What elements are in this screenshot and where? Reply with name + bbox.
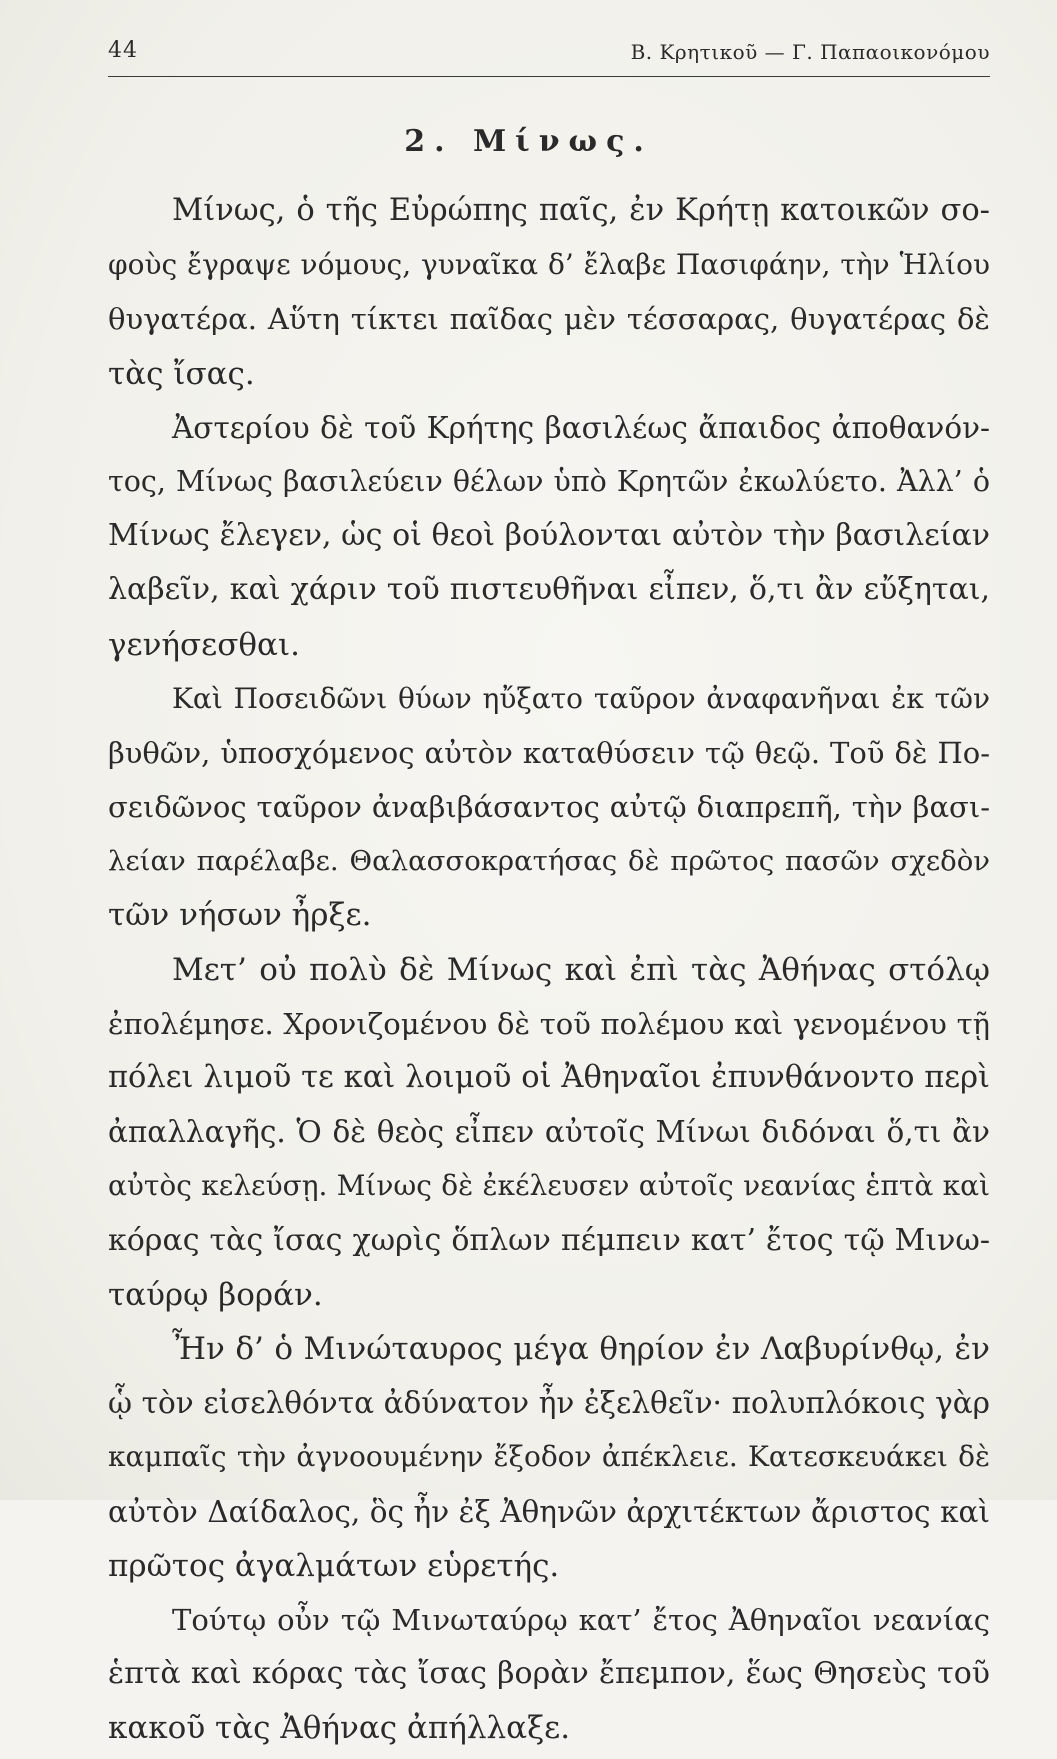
text-line: τὰς ἴσας. [108,355,255,392]
text-line: πόλει λιμοῦ τε καὶ λοιμοῦ οἱ Ἀθηναῖοι ἐπυνθάνοντο περὶ [108,1060,990,1095]
paragraph [108,1326,990,1597]
text-line: λαβεῖν, καὶ χάριν τοῦ πιστευθῆναι εἶπεν, ὅ,τι ἂν εὔξηται, [108,572,990,608]
paragraph [108,1597,990,1759]
text-line: Ἦν δ’ ὁ Μινώταυρος μέγα θηρίον ἐν Λαβυρίνθῳ, ἐν [172,1330,990,1367]
text-line: λείαν παρέλαβε. Θαλασσοκρατήσας δὲ πρῶτος πασῶν σχεδὸν [108,845,990,878]
page-header [108,38,990,68]
text-line: ᾧ τὸν εἰσελθόντα ἀδύνατον ἦν ἐξελθεῖν· πολυπλόκοις γὰρ [108,1386,990,1421]
text-line: πρῶτος ἀγαλμάτων εὑρετής. [108,1547,560,1584]
text-line: Καὶ Ποσειδῶνι θύων ηὔξατο ταῦρον ἀναφανῆναι ἐκ τῶν [172,681,990,715]
text-line: καμπαῖς τὴν ἀγνοουμένην ἔξοδον ἀπέκλειε. Κατεσκευάκει δὲ [108,1440,990,1474]
paragraph [108,676,990,947]
text-line: σειδῶνος ταῦρον ἀναβιβάσαντος αὐτῷ διαπρεπῆ, τὴν βασι- [108,790,990,825]
running-head: Β. Κρητικοῦ — Γ. Παπαοικονόμου [630,40,990,64]
text-line: Ἀστερίου δὲ τοῦ Κρήτης βασιλέως ἄπαιδος ἀποθανόν- [172,410,990,445]
text-line: τος, Μίνως βασιλεύειν θέλων ὑπὸ Κρητῶν ἐκωλύετο. Ἀλλ’ ὁ [108,464,990,498]
text-line: κόρας τὰς ἴσας χωρὶς ὅπλων πέμπειν κατ’ ἔτος τῷ Μινω- [108,1222,990,1258]
paragraph [108,947,990,1326]
text-line: ταύρῳ βοράν. [108,1276,323,1313]
header-rule [108,76,990,77]
text-line: αὐτὸς κελεύσῃ. Μίνως δὲ ἐκέλευσεν αὐτοῖς νεανίας ἑπτὰ καὶ [108,1169,990,1203]
paragraph [108,405,990,676]
text-line: τῶν νήσων ἦρξε. [108,897,372,934]
body-text [108,188,990,1759]
text-line: ἀπαλλαγῆς. Ὁ δὲ θεὸς εἶπεν αὐτοῖς Μίνωι διδόναι ὅ,τι ἂν [108,1115,990,1150]
section-title: 2. Μίνως. [404,124,653,159]
text-line: βυθῶν, ὑποσχόμενος αὐτὸν καταθύσειν τῷ θεῷ. Τοῦ δὲ Πο- [108,735,990,770]
text-line: γενήσεσθαι. [108,626,300,663]
text-line: Μίνως, ὁ τῆς Εὐρώπης παῖς, ἐν Κρήτῃ κατοικῶν σο- [172,193,990,228]
text-line: Μετ’ οὐ πολὺ δὲ Μίνως καὶ ἐπὶ τὰς Ἀθήνας στόλῳ [172,951,990,988]
paragraph [108,188,990,405]
page-number: 44 [108,38,138,63]
text-line: ἑπτὰ καὶ κόρας τὰς ἴσας βορὰν ἔπεμπον, ἕως Θησεὺς τοῦ [108,1656,990,1692]
text-line: θυγατέρα. Αὕτη τίκτει παῖδας μὲν τέσσαρας, θυγατέρας δὲ [108,302,990,337]
text-line: Τούτῳ οὖν τῷ Μινωταύρῳ κατ’ ἔτος Ἀθηναῖοι νεανίας [172,1602,990,1637]
text-line: αὐτὸν Δαίδαλος, ὃς ἦν ἐξ Ἀθηνῶν ἀρχιτέκτων ἄριστος καὶ [108,1494,990,1529]
text-line: κακοῦ τὰς Ἀθήνας ἀπήλλαξε. [108,1710,571,1747]
text-line: φοὺς ἔγραψε νόμους, γυναῖκα δ’ ἔλαβε Πασιφάην, τὴν Ἡλίου [108,248,990,282]
text-line: Μίνως ἔλεγεν, ὡς οἱ θεοὶ βούλονται αὐτὸν τὴν βασιλείαν [108,518,990,554]
text-line: ἐπολέμησε. Χρονιζομένου δὲ τοῦ πολέμου καὶ γενομένου τῇ [108,1006,990,1041]
